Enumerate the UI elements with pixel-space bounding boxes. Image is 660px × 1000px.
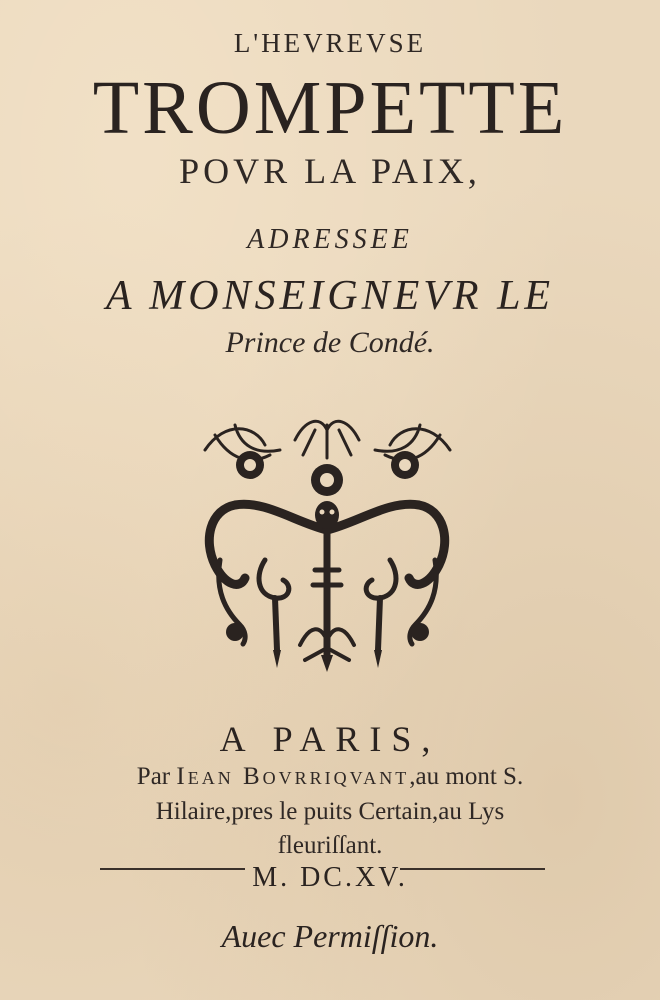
- imprint-line-2: [0, 763, 660, 791]
- title-line-6: Prince de Condé.: [225, 326, 435, 359]
- permission-note: Auec Permiſſion.: [221, 918, 439, 954]
- title-line-4: ADRESSEE: [247, 224, 413, 255]
- title-line-3: POVR LA PAIX,: [179, 151, 481, 191]
- imprint-city: A PARIS,: [219, 719, 441, 759]
- title-line-2: TROMPETTE: [92, 66, 568, 150]
- imprint-line-4: fleuriſſant.: [277, 832, 383, 859]
- woodcut-ornament-icon: [195, 410, 460, 675]
- title-line-5: A MONSEIGNEVR LE: [105, 273, 555, 319]
- title-line-1: L'HEVREVSE: [233, 28, 427, 58]
- publication-year: M. DC.XV.: [252, 862, 408, 893]
- imprint-suffix: ,au mont S.: [409, 763, 524, 790]
- printer-name: Iean Bovrriqvant: [176, 763, 410, 790]
- imprint-prefix: Par: [136, 763, 177, 790]
- imprint-line-3: Hilaire,pres le puits Certain,au Lys: [155, 798, 505, 825]
